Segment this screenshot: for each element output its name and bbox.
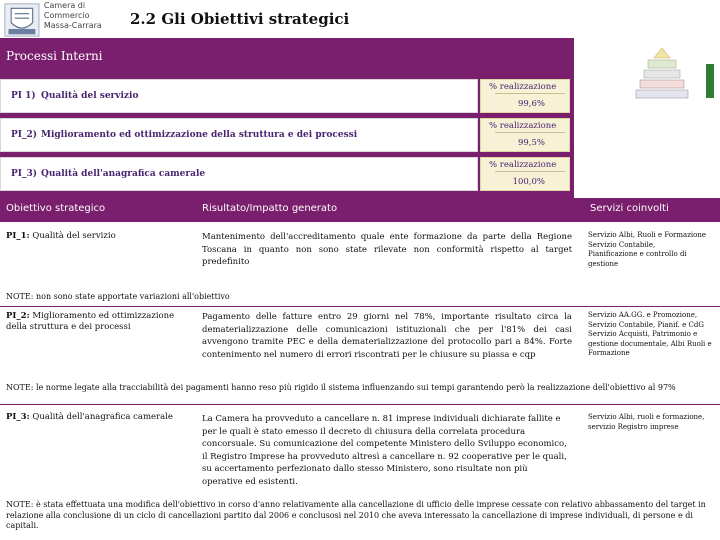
row-objective-code: PI_2: <box>6 311 30 321</box>
row-objective <box>6 231 186 242</box>
row-note: NOTE: le norme legate alla tracciabilità dei pagamenti hanno reso più rigido il sistema influenzando sui tempi garantendo però la realizzazione dell'obiettivo al 97% <box>6 383 676 392</box>
objective-code: PI_2) <box>11 130 37 140</box>
objective-label: Qualità del servizio <box>41 91 139 101</box>
row-objective-text: Qualità del servizio <box>29 231 116 241</box>
logo-line-1: Camera di Commercio <box>43 1 90 20</box>
row-note: NOTE: non sono state apportate variazioni all'obiettivo <box>6 292 230 301</box>
objective-code: PI 1) <box>11 91 36 101</box>
row-result: La Camera ha provveduto a cancellare n. 81 imprese individuali dichiarate fallite e per le quali è stato emesso il decreto di chiusura della correlata procedura concorsuale. Su comunicazione del competente Ministero dello Sviluppo economico, il Registro Imprese ha provveduto altresì a cancellare n. 92 cooperative per le quali, su accertamento perfezionato dallo stesso Ministero, sono risultate non più operative ed esistenti. <box>202 414 567 487</box>
row-services: Servizio AA.GG. e Promozione, Servizio Contabile, Pianif. e CdG Servizio Acquisti, Patrimonio e gestione documentale, Albi Ruoli e Formazione <box>588 311 712 357</box>
column-header-result: Risultato/Impatto generato <box>202 203 338 214</box>
objective-code: PI_3) <box>11 169 37 179</box>
row-objective-code: PI_3: <box>6 412 30 422</box>
logo-line-2: Massa-Carrara <box>43 21 102 30</box>
column-header-objective: Obiettivo strategico <box>6 203 106 214</box>
realizzazione-value: 99,6% <box>517 99 545 109</box>
realizzazione-label: % realizzazione <box>489 160 557 170</box>
row-divider <box>0 404 720 405</box>
camera-commercio-emblem-icon <box>4 1 40 39</box>
realizzazione-box-pi2 <box>480 118 570 152</box>
objective-label: Qualità dell'anagrafica camerale <box>41 169 206 179</box>
row-services: Servizio Albi, ruoli e formazione, servizio Registro imprese <box>588 413 705 431</box>
row-result: Pagamento delle fatture entro 29 giorni nel 78%, importante risultato circa la dematerializzazione delle comunicazioni istituzionali che per l'81% dei casi avvengono tramite PEC e della dematerializzazione del protocollo pari a 84%. Forte contenimento nel numero di errori riscontrati per le chiusure su piassa e cqp <box>202 312 572 360</box>
row-objective <box>6 311 194 333</box>
row-objective <box>6 412 196 423</box>
objectives-band <box>0 38 574 198</box>
row-objective-text: Miglioramento ed ottimizzazione della struttura e dei processi <box>6 311 175 332</box>
realizzazione-label: % realizzazione <box>489 121 557 131</box>
objective-label: Miglioramento ed ottimizzazione della struttura e dei processi <box>41 130 358 140</box>
objective-row-pi1 <box>0 79 478 113</box>
page-title: 2.2 Gli Obiettivi strategici <box>130 10 350 28</box>
strategy-pyramid-icon <box>626 44 716 106</box>
row-objective-code: PI_1: <box>6 231 30 241</box>
table-header <box>0 198 720 222</box>
row-services: Servizio Albi, Ruoli e Formazione Servizio Contabile, Pianificazione e controllo di gestione <box>588 231 707 268</box>
column-header-services: Servizi coinvolti <box>590 203 669 214</box>
row-note: NOTE: è stata effettuata una modifica dell'obiettivo in corso d'anno relativamente alla cancellazione di ufficio delle imprese cessate con relativo abbassamento del target in relazione alla conclusione di un ciclo di cancellazioni partito dal 2006 e conclusosi nel 2010 che aveva interessato la cancellazione di imprese individuali, di persone e di capitali. <box>6 500 706 530</box>
objective-row-pi3 <box>0 157 478 191</box>
objective-row-pi2 <box>0 118 478 152</box>
band-title: Processi Interni <box>6 49 103 63</box>
row-result: Mantenimento dell'accreditamento quale ente formazione da parte della Regione Toscana in quanto non sono state rilevate non conformità rispetto al target predefinito <box>202 232 572 267</box>
realizzazione-value: 99,5% <box>517 138 545 148</box>
logo <box>4 0 124 40</box>
realizzazione-label: % realizzazione <box>489 82 557 92</box>
realizzazione-value: 100,0% <box>512 177 545 187</box>
row-objective-text: Qualità dell'anagrafica camerale <box>29 412 173 422</box>
realizzazione-box-pi1 <box>480 79 570 113</box>
row-divider <box>0 306 720 307</box>
realizzazione-box-pi3 <box>480 157 570 191</box>
